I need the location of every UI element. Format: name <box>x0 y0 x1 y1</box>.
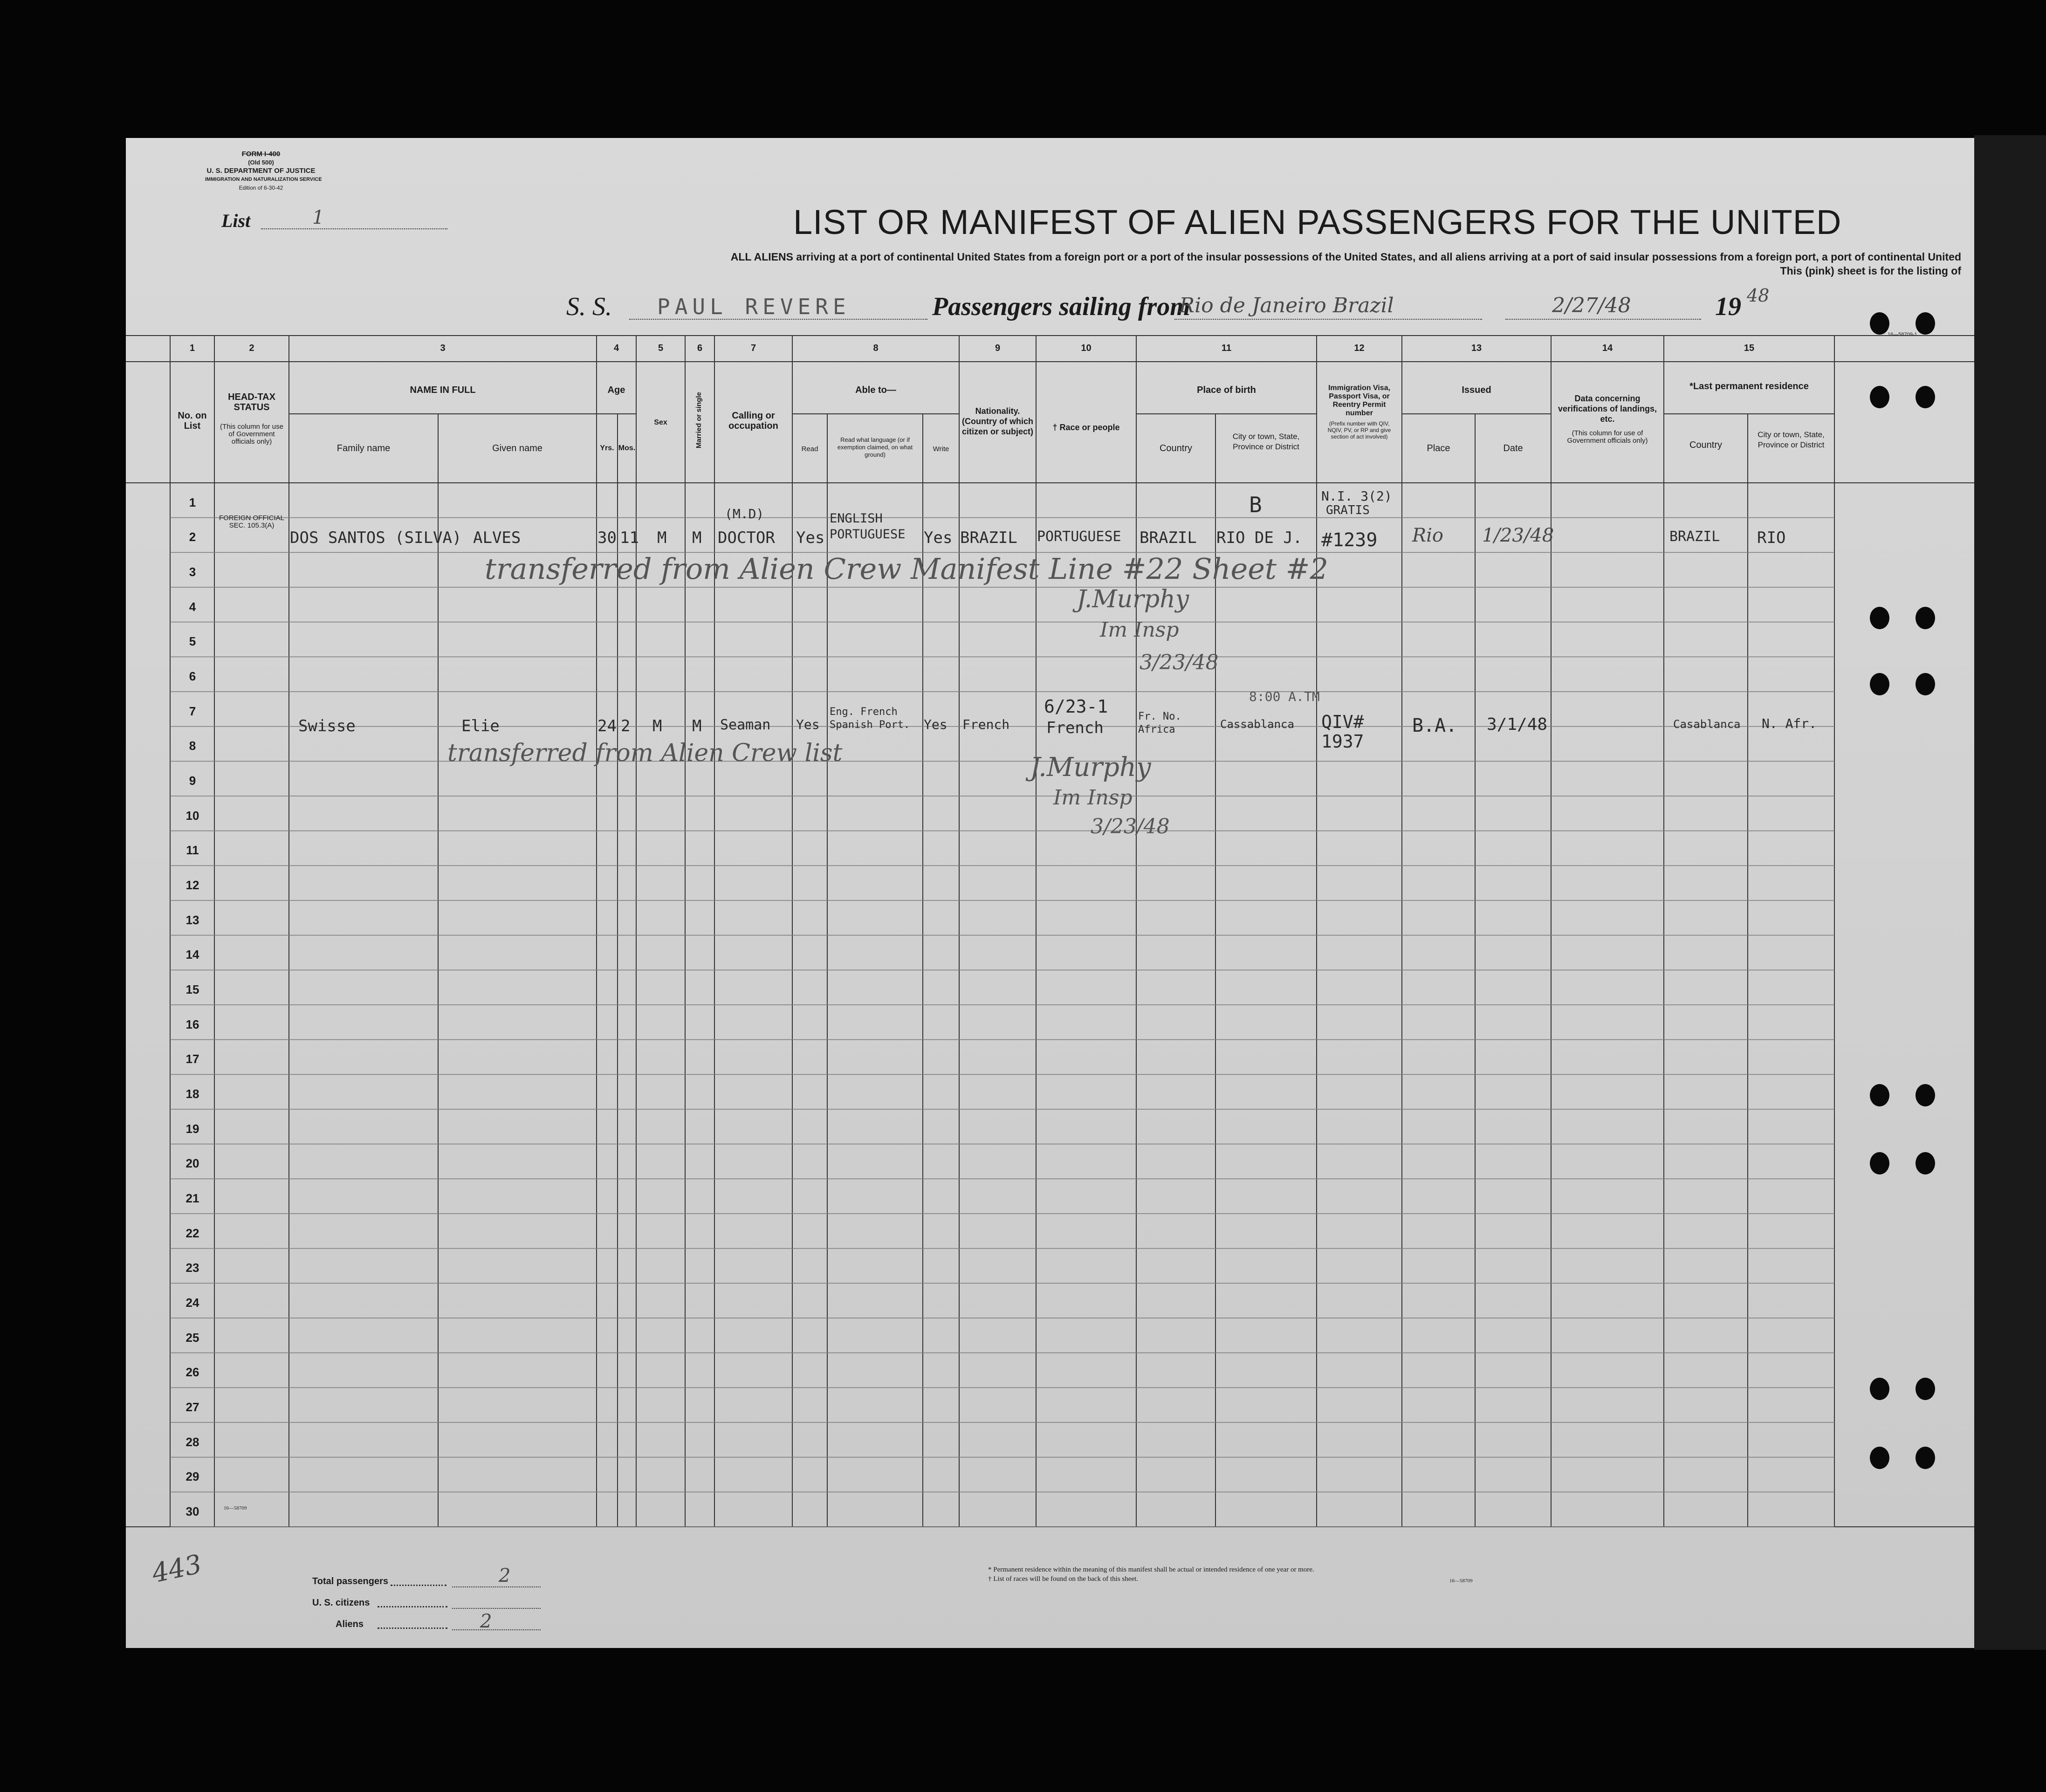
row-number: 19 <box>185 1121 199 1136</box>
row-number: 15 <box>185 982 199 996</box>
entry-1-res-city: RIO <box>1757 529 1786 547</box>
binding-hole <box>1870 1084 1889 1106</box>
entry-2-sig-title: Im Insp <box>1053 786 1133 810</box>
year-prefix: 19 <box>1715 292 1741 321</box>
row-number: 4 <box>189 599 196 614</box>
entry-2-mos: 2 <box>621 717 631 735</box>
header-mos: Mos. <box>618 444 636 452</box>
binding-hole <box>1916 312 1935 335</box>
total-passengers-label: Total passengers <box>312 1576 389 1586</box>
footnote-1: * Permanent residence within the meaning of this manifest shall be actual or intended residence of one year or more. <box>988 1566 1314 1573</box>
header-issued-date: Date <box>1503 443 1523 453</box>
subtitle-line-2: This (pink) sheet is for the listing of <box>1780 265 1961 277</box>
list-value: 1 <box>312 207 324 228</box>
row-number: 7 <box>189 704 196 718</box>
col-num-2: 2 <box>249 343 254 353</box>
binding-hole <box>1870 312 1889 335</box>
aliens-dots <box>378 1627 447 1629</box>
header-married: Married or single <box>695 392 703 448</box>
header-no-on-list: No. on List <box>178 411 207 431</box>
header-birth-city: City or town, State, Province or District <box>1232 432 1300 451</box>
sailing-date: 2/27/48 <box>1552 294 1631 317</box>
entry-1-read: Yes <box>796 529 825 547</box>
entry-1-visa-line1: N.I. 3(2) <box>1321 488 1392 504</box>
entry-1-sex: M <box>657 529 667 547</box>
bottom-code: 16—58709 <box>224 1505 247 1511</box>
row-number: 3 <box>189 565 196 579</box>
entry-2-issued-date: 3/1/48 <box>1487 715 1548 734</box>
binding-hole <box>1916 1447 1935 1469</box>
binding-hole <box>1916 1084 1935 1106</box>
row-number: 22 <box>185 1226 199 1240</box>
entry-2-yrs: 24 <box>597 717 617 735</box>
header-name-in-full: NAME IN FULL <box>410 385 476 395</box>
entry-1-language: ENGLISH PORTUGUESE <box>830 511 906 542</box>
header-race: † Race or people <box>1052 423 1120 432</box>
form-number: FORM I-400 <box>241 150 281 158</box>
ss-label: S. S. <box>566 292 612 321</box>
entry-1-calling-note: (M.D) <box>725 506 764 522</box>
entry-2-read: Yes <box>796 717 820 732</box>
page-title: LIST OR MANIFEST OF ALIEN PASSENGERS FOR THE UNITED <box>793 203 1842 241</box>
margin-number: 443 <box>149 1549 205 1589</box>
col-num-10: 10 <box>1081 343 1092 353</box>
entry-1-nationality: BRAZIL <box>960 529 1017 547</box>
header-given-name: Given name <box>492 443 542 453</box>
list-label: List <box>221 210 251 231</box>
department: U. S. DEPARTMENT OF JUSTICE <box>206 167 316 175</box>
entry-1-race: PORTUGUESE <box>1037 529 1121 545</box>
binding-hole <box>1870 386 1889 408</box>
row-number: 13 <box>185 913 199 927</box>
header-verifications: Data concerning verifications of landings, etc. <box>1558 394 1657 424</box>
entry-2-signature: J.Murphy <box>1030 752 1151 783</box>
binding-hole <box>1870 1378 1889 1400</box>
header-sex: Sex <box>654 419 667 426</box>
entry-1-birth-city: RIO DE J. <box>1216 529 1303 547</box>
col-num-1: 1 <box>189 343 195 353</box>
binding-hole <box>1870 1152 1889 1174</box>
entry-1-given: ALVES <box>473 529 521 547</box>
binding-hole <box>1870 673 1889 695</box>
entry-1-married: M <box>692 529 702 547</box>
entry-2-calling: Seaman <box>720 717 771 733</box>
entry-1-mos: 11 <box>620 529 639 547</box>
us-citizens-dots <box>378 1606 447 1607</box>
col-num-13: 13 <box>1471 343 1482 353</box>
binding-hole <box>1916 607 1935 629</box>
entry-2-write: Yes <box>924 717 947 732</box>
header-yrs: Yrs. <box>600 444 614 452</box>
entry-2-nationality: French <box>962 717 1010 732</box>
entry-1-head-tax: FOREIGN OFFICIAL SEC. 105.3(A) <box>219 514 284 529</box>
year-suffix: 48 <box>1747 285 1770 306</box>
entry-1-visa-number: #1239 <box>1321 529 1378 551</box>
total-passengers-line <box>452 1586 541 1587</box>
entry-2-race: French <box>1046 719 1104 737</box>
col-num-15: 15 <box>1744 343 1755 353</box>
entry-2-language: Eng. French Spanish Port. <box>830 706 910 731</box>
entry-2-birth-country: Fr. No. Africa <box>1138 711 1181 735</box>
entry-2-given: Elie <box>461 717 500 735</box>
entry-1-write: Yes <box>924 529 953 547</box>
header-visa: Immigration Visa, Passport Visa, or Reentry Permit number <box>1328 384 1391 417</box>
binding-hole <box>1916 386 1935 408</box>
entry-1-sig-date: 3/23/48 <box>1140 651 1219 674</box>
row-number: 12 <box>185 878 199 892</box>
header-birth-country: Country <box>1159 443 1193 453</box>
header-res-country: Country <box>1689 440 1723 450</box>
entry-2-birth-city: Cassablanca <box>1220 718 1294 731</box>
row-number: 5 <box>189 634 196 649</box>
old-number: (Old 500) <box>248 159 274 166</box>
col-num-4: 4 <box>613 343 619 353</box>
us-citizens-line <box>452 1608 541 1609</box>
header-nationality: Nationality. (Country of which citizen or subject) <box>961 406 1034 436</box>
entry-2-sex: M <box>652 717 662 735</box>
subtitle-line-1: ALL ALIENS arriving at a port of continental United States from a foreign port or a port of the insular possessions of the United States, and all aliens arriving at a port of said insular possessions from a foreign port, a port of continental United <box>730 251 1961 263</box>
entry-1-signature: J.Murphy <box>1077 585 1189 613</box>
row-number: 30 <box>185 1504 199 1518</box>
col-num-12: 12 <box>1354 343 1365 353</box>
binding-hole <box>1916 673 1935 695</box>
total-passengers-value: 2 <box>499 1565 511 1586</box>
ship-name: PAUL REVERE <box>657 294 851 319</box>
adjacent-sheet-edge <box>1974 135 2046 1650</box>
col-num-14: 14 <box>1602 343 1613 353</box>
row-number: 28 <box>185 1435 199 1449</box>
row-number: 10 <box>185 808 199 823</box>
entry-2-visa-number: QIV# 1937 <box>1321 712 1364 752</box>
sailing-label: Passengers sailing from <box>932 292 1190 321</box>
col-num-11: 11 <box>1221 343 1232 353</box>
entry-1-calling: DOCTOR <box>718 529 775 547</box>
col-num-5: 5 <box>658 343 664 353</box>
binding-hole <box>1916 1152 1935 1174</box>
aliens-value: 2 <box>480 1611 492 1632</box>
binding-hole <box>1870 1447 1889 1469</box>
row-number: 16 <box>185 1017 199 1031</box>
entry-1-annotation: transferred from Alien Crew Manifest Line #22 Sheet #2 <box>485 552 1328 586</box>
printer-code: 16—58709-1 <box>1888 332 1917 337</box>
row-number: 18 <box>185 1087 199 1101</box>
entry-1-sig-title: Im Insp <box>1100 618 1179 642</box>
col-num-3: 3 <box>440 343 446 353</box>
row-number: 29 <box>185 1469 199 1484</box>
row-number: 11 <box>186 843 199 858</box>
header-last-residence: *Last permanent residence <box>1689 381 1809 391</box>
entry-1-visa-line2: GRATIS <box>1326 503 1370 517</box>
us-citizens-label: U. S. citizens <box>312 1598 370 1608</box>
footnote-code: 16—58709 <box>1449 1578 1473 1584</box>
binding-hole <box>1916 1378 1935 1400</box>
row-number: 24 <box>185 1296 199 1310</box>
entry-1-issued-date: 1/23/48 <box>1482 525 1554 546</box>
row-number: 20 <box>185 1156 199 1171</box>
header-visa-note: (Prefix number with QIV, NQIV, PV, or RP and give section of act involved) <box>1327 420 1391 440</box>
col-num-7: 7 <box>750 343 756 353</box>
header-family-name: Family name <box>336 443 391 453</box>
manifest-sheet <box>126 138 1974 1648</box>
row-number: 21 <box>185 1191 199 1205</box>
header-age: Age <box>607 385 625 395</box>
header-head-tax-note: (This column for use of Government officials only) <box>220 423 283 446</box>
binding-hole <box>1870 607 1889 629</box>
header-res-city: City or town, State, Province or District <box>1758 430 1825 449</box>
header-read: Read <box>801 445 818 453</box>
header-write: Write <box>933 445 949 453</box>
header-head-tax: HEAD-TAX STATUS <box>228 392 275 412</box>
service: IMMIGRATION AND NATURALIZATION SERVICE <box>205 177 322 182</box>
col-num-8: 8 <box>873 343 879 353</box>
header-read-language: Read what language (or if exemption claimed, on what ground) <box>837 436 913 458</box>
row-number: 25 <box>185 1330 199 1345</box>
port-of-departure: Rio de Janeiro Brazil <box>1179 294 1394 317</box>
row-number: 14 <box>185 947 199 962</box>
entry-1-issued-place: Rio <box>1412 525 1443 546</box>
entry-1-birth-country: BRAZIL <box>1140 529 1197 547</box>
header-place-of-birth: Place of birth <box>1197 385 1256 395</box>
row-number: 8 <box>189 739 196 753</box>
entry-2-res-city: N. Afr. <box>1762 716 1817 731</box>
header-calling: Calling or occupation <box>728 411 778 431</box>
row-number: 17 <box>185 1052 199 1066</box>
row-number: 26 <box>185 1365 199 1380</box>
entry-2-issued-place: B.A. <box>1412 715 1457 736</box>
row-number: 6 <box>189 669 196 683</box>
col-num-9: 9 <box>995 343 1001 353</box>
entry-2-visa-line1: 8:00 A.TM <box>1249 689 1320 704</box>
footnote-2: † List of races will be found on the back of this sheet. <box>988 1575 1139 1583</box>
header-able-to: Able to— <box>855 385 896 395</box>
entry-2-res-country: Casablanca <box>1673 718 1741 731</box>
col-num-6: 6 <box>697 343 703 353</box>
entry-2-race-code: 6/23-1 <box>1044 696 1108 717</box>
header-issued: Issued <box>1462 385 1491 395</box>
entry-2-family: Swisse <box>298 717 356 735</box>
aliens-line <box>452 1629 541 1630</box>
header-issued-place: Place <box>1427 443 1450 453</box>
aliens-label: Aliens <box>336 1619 364 1629</box>
entry-1-family: DOS SANTOS (SILVA) <box>290 529 462 547</box>
entry-2-married: M <box>692 717 702 735</box>
row-number: 23 <box>185 1261 199 1275</box>
edition: Edition of 6-30-42 <box>239 185 283 191</box>
row-number: 2 <box>189 530 196 544</box>
total-passengers-dots <box>391 1585 446 1586</box>
entry-2-sig-date: 3/23/48 <box>1091 815 1170 838</box>
manifest-grid <box>126 138 1974 1648</box>
entry-2-annotation: transferred from Alien Crew list <box>447 739 843 767</box>
entry-1-yrs: 30 <box>597 529 617 547</box>
entry-1-res-country: BRAZIL <box>1669 529 1720 545</box>
row-number: 9 <box>189 774 196 788</box>
row-number: 27 <box>185 1400 199 1414</box>
header-verifications-note: (This column for use of Government officials only) <box>1567 429 1648 445</box>
entry-1-birth-note: B <box>1249 492 1262 517</box>
row-number: 1 <box>189 495 196 509</box>
